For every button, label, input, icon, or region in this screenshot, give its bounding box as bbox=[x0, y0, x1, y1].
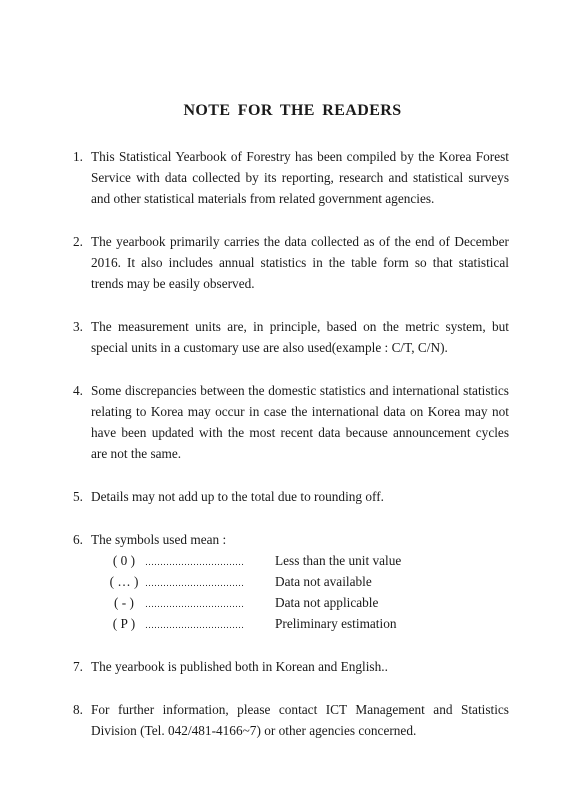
symbol-code: ( P ) bbox=[112, 616, 136, 631]
note-text: This Statistical Yearbook of Forestry has been compiled by the Korea Forest Service with data collected by its reporting, research and statistical surveys and other statistical materials from related government agencies. bbox=[91, 149, 509, 206]
symbol-row bbox=[106, 550, 509, 571]
note-text: The yearbook is published both in Korean and English.. bbox=[91, 659, 388, 674]
note-text: The symbols used mean : bbox=[91, 532, 227, 547]
note-number: 4. bbox=[73, 383, 83, 398]
note-text: Some discrepancies between the domestic statistics and international statistics relating to Korea may occur in case the international data on Korea may not have been updated with the most recent data because announcement cycles are not the same. bbox=[91, 383, 509, 461]
symbol-leader-dots: …………………………… bbox=[145, 620, 244, 630]
note-item bbox=[73, 656, 509, 677]
note-number: 7. bbox=[73, 659, 83, 674]
note-item bbox=[73, 486, 509, 507]
note-item-symbols bbox=[73, 529, 509, 634]
note-text: Details may not add up to the total due to rounding off. bbox=[91, 489, 384, 504]
note-number: 5. bbox=[73, 489, 83, 504]
symbol-row bbox=[106, 592, 509, 613]
note-item bbox=[73, 146, 509, 209]
note-text: The yearbook primarily carries the data collected as of the end of December 2016. It also includes annual statistics in the table form so that statistical trends may be easily observed. bbox=[91, 234, 509, 291]
note-text: For further information, please contact ICT Management and Statistics Division (Tel. 042/481-4166~7) or other agencies concerned. bbox=[91, 702, 509, 738]
symbol-code: ( 0 ) bbox=[112, 553, 136, 568]
note-item bbox=[73, 699, 509, 741]
note-text: The measurement units are, in principle, based on the metric system, but special units in a customary use are also used(example : C/T, C/N). bbox=[91, 319, 509, 355]
note-number: 3. bbox=[73, 319, 83, 334]
note-number: 6. bbox=[73, 532, 83, 547]
note-item bbox=[73, 380, 509, 464]
note-number: 1. bbox=[73, 149, 83, 164]
symbol-row bbox=[106, 571, 509, 592]
note-number: 8. bbox=[73, 702, 83, 717]
symbol-code: ( - ) bbox=[114, 595, 134, 610]
symbols-list bbox=[91, 550, 509, 634]
symbol-leader-dots: …………………………… bbox=[145, 599, 244, 609]
note-item bbox=[73, 231, 509, 294]
symbol-leader-dots: …………………………… bbox=[145, 557, 244, 567]
notes-list bbox=[73, 146, 509, 763]
note-item bbox=[73, 316, 509, 358]
symbol-row bbox=[106, 613, 509, 634]
symbol-code: ( … ) bbox=[109, 574, 139, 589]
note-number: 2. bbox=[73, 234, 83, 249]
symbol-meaning: Preliminary estimation bbox=[275, 616, 397, 631]
symbol-meaning: Data not available bbox=[275, 574, 372, 589]
symbol-meaning: Less than the unit value bbox=[275, 553, 402, 568]
symbol-leader-dots: …………………………… bbox=[145, 578, 244, 588]
symbol-meaning: Data not applicable bbox=[275, 595, 379, 610]
page-title: NOTE FOR THE READERS bbox=[183, 101, 402, 119]
